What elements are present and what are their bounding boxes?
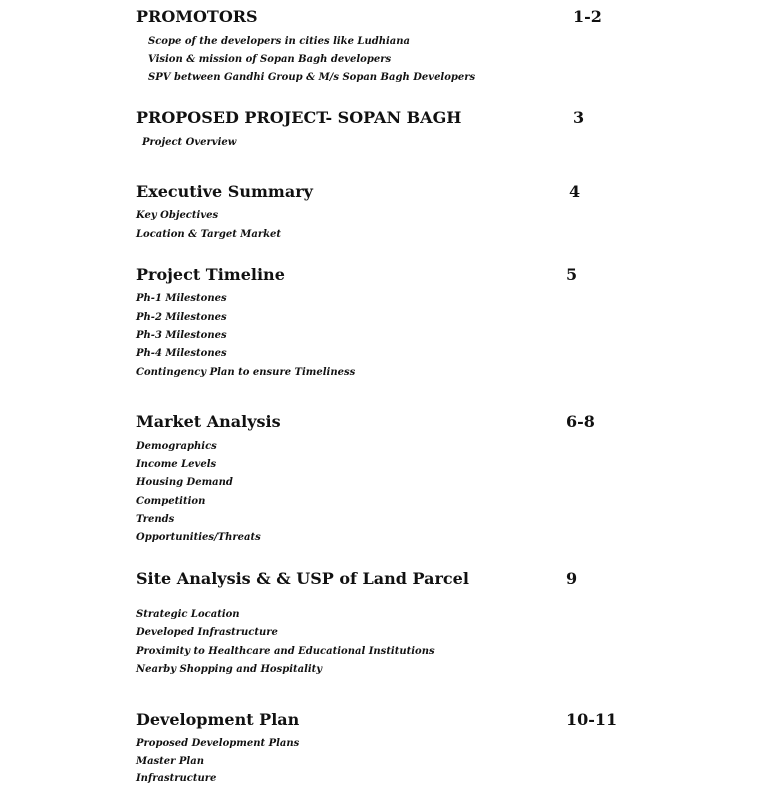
toc-heading: Executive Summary xyxy=(136,182,313,201)
toc-page-number: 1-2 xyxy=(573,7,602,26)
toc-item: SPV between Gandhi Group & M/s Sopan Bagh Developers xyxy=(148,72,476,83)
toc-item: Project Overview xyxy=(142,137,237,148)
toc-item: Key Objectives xyxy=(136,210,219,221)
toc-heading: Project Timeline xyxy=(136,265,285,284)
toc-item: Scope of the developers in cities like Ludhiana xyxy=(148,36,411,47)
toc-item: Infrastructure xyxy=(136,773,217,784)
toc-page-number: 3 xyxy=(573,108,585,127)
toc-item: Strategic Location xyxy=(136,609,240,620)
toc-item: Location & Target Market xyxy=(136,229,282,240)
toc-item: Contingency Plan to ensure Timeliness xyxy=(136,367,356,378)
toc-item: Competition xyxy=(136,496,206,507)
toc-item: Opportunities/Threats xyxy=(136,532,261,543)
toc-item: Proximity to Healthcare and Educational Institutions xyxy=(136,646,435,657)
toc-item: Income Levels xyxy=(136,459,217,470)
toc-item: Developed Infrastructure xyxy=(136,627,278,638)
toc-page-number: 9 xyxy=(566,569,578,588)
toc-item: Ph-1 Milestones xyxy=(136,293,227,304)
toc-item: Proposed Development Plans xyxy=(136,738,300,749)
toc-item: Nearby Shopping and Hospitality xyxy=(136,664,323,675)
toc-heading: Market Analysis xyxy=(136,412,281,431)
toc-item: Demographics xyxy=(136,441,217,452)
toc-item: Ph-2 Milestones xyxy=(136,312,227,323)
toc-item: Ph-3 Milestones xyxy=(136,330,227,341)
toc-item: Housing Demand xyxy=(136,477,233,488)
toc-item: Vision & mission of Sopan Bagh developers xyxy=(148,54,392,65)
toc-heading: Site Analysis & & USP of Land Parcel xyxy=(136,569,469,588)
toc-item: Ph-4 Milestones xyxy=(136,348,227,359)
toc-item: Master Plan xyxy=(136,756,204,767)
toc-heading: PROPOSED PROJECT- SOPAN BAGH xyxy=(136,108,462,127)
toc-heading: Development Plan xyxy=(136,710,300,729)
toc-page-number: 5 xyxy=(566,265,578,284)
toc-page-number: 4 xyxy=(569,182,581,201)
toc-page-number: 6-8 xyxy=(566,412,595,431)
toc-page-number: 10-11 xyxy=(566,710,618,729)
toc-heading: PROMOTORS xyxy=(136,7,258,26)
toc-item: Trends xyxy=(136,514,175,525)
